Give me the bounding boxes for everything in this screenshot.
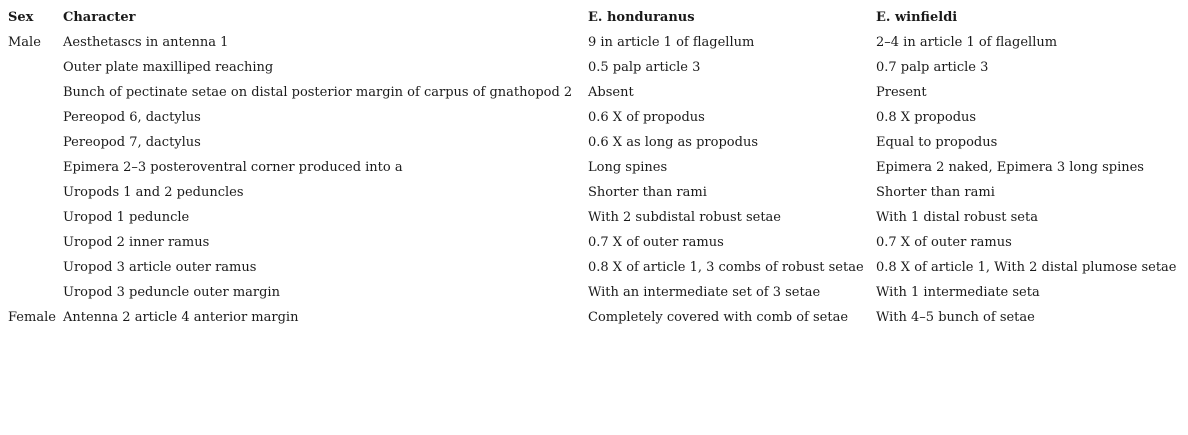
- cell-sex: [4, 155, 59, 180]
- cell-honduranus: With 2 subdistal robust setae: [588, 210, 782, 225]
- cell-sex: [4, 130, 59, 155]
- cell-winfieldi: With 4–5 bunch of setae: [876, 310, 1035, 325]
- header-species-winfieldi: E. winfieldi: [876, 10, 958, 25]
- header-sex: Sex: [8, 10, 34, 25]
- comparison-table: [4, 5, 1186, 330]
- cell-character: Bunch of pectinate setae on distal posterior margin of carpus of gnathopod 2: [63, 85, 573, 100]
- table-row: [4, 280, 1186, 305]
- cell-honduranus: Absent: [588, 85, 634, 100]
- cell-sex: Male: [8, 35, 41, 50]
- table-row: [4, 205, 1186, 230]
- table-body: [4, 30, 1186, 330]
- cell-character: Uropod 2 inner ramus: [63, 235, 210, 250]
- cell-winfieldi: 0.7 palp article 3: [876, 60, 989, 75]
- cell-character: Uropod 1 peduncle: [63, 210, 190, 225]
- cell-sex: [4, 205, 59, 230]
- header-character: Character: [63, 10, 136, 25]
- cell-sex: [4, 280, 59, 305]
- cell-character: Epimera 2–3 posteroventral corner produced into a: [63, 160, 403, 175]
- cell-sex: [4, 255, 59, 280]
- cell-honduranus: 9 in article 1 of flagellum: [588, 35, 755, 50]
- table-row: [4, 230, 1186, 255]
- cell-sex: Female: [8, 310, 56, 325]
- table-header: [4, 5, 1186, 30]
- table-row: [4, 80, 1186, 105]
- cell-honduranus: 0.7 X of outer ramus: [588, 235, 724, 250]
- cell-sex: [4, 230, 59, 255]
- cell-winfieldi: 2–4 in article 1 of flagellum: [876, 35, 1058, 50]
- table-row: [4, 30, 1186, 55]
- cell-winfieldi: 0.7 X of outer ramus: [876, 235, 1012, 250]
- cell-character: Uropod 3 peduncle outer margin: [63, 285, 280, 300]
- cell-honduranus: 0.6 X as long as propodus: [588, 135, 758, 150]
- cell-winfieldi: With 1 distal robust seta: [876, 210, 1038, 225]
- header-species-honduranus: E. honduranus: [588, 10, 695, 25]
- header-row: [4, 5, 1186, 30]
- cell-winfieldi: Shorter than rami: [876, 185, 995, 200]
- cell-winfieldi: 0.8 X propodus: [876, 110, 977, 125]
- cell-character: Aesthetascs in antenna 1: [63, 35, 229, 50]
- cell-winfieldi: Present: [876, 85, 927, 100]
- cell-character: Antenna 2 article 4 anterior margin: [63, 310, 299, 325]
- table-row: [4, 55, 1186, 80]
- cell-honduranus: 0.5 palp article 3: [588, 60, 701, 75]
- cell-character: Outer plate maxilliped reaching: [63, 60, 274, 75]
- cell-character: Pereopod 7, dactylus: [63, 135, 201, 150]
- cell-winfieldi: Equal to propodus: [876, 135, 998, 150]
- cell-sex: [4, 180, 59, 205]
- cell-character: Pereopod 6, dactylus: [63, 110, 201, 125]
- table-row: [4, 155, 1186, 180]
- cell-winfieldi: 0.8 X of article 1, With 2 distal plumose setae: [876, 260, 1177, 275]
- cell-honduranus: 0.6 X of propodus: [588, 110, 705, 125]
- cell-sex: [4, 55, 59, 80]
- cell-winfieldi: With 1 intermediate seta: [876, 285, 1040, 300]
- table-row: [4, 255, 1186, 280]
- cell-honduranus: Completely covered with comb of setae: [588, 310, 849, 325]
- table-row: [4, 105, 1186, 130]
- table-row: [4, 305, 1186, 330]
- cell-sex: [4, 80, 59, 105]
- cell-character: Uropod 3 article outer ramus: [63, 260, 257, 275]
- cell-honduranus: With an intermediate set of 3 setae: [588, 285, 821, 300]
- cell-honduranus: Shorter than rami: [588, 185, 707, 200]
- cell-winfieldi: Epimera 2 naked, Epimera 3 long spines: [876, 160, 1144, 175]
- cell-honduranus: 0.8 X of article 1, 3 combs of robust setae: [588, 260, 864, 275]
- table-row: [4, 180, 1186, 205]
- table-row: [4, 130, 1186, 155]
- cell-sex: [4, 105, 59, 130]
- cell-honduranus: Long spines: [588, 160, 668, 175]
- cell-character: Uropods 1 and 2 peduncles: [63, 185, 244, 200]
